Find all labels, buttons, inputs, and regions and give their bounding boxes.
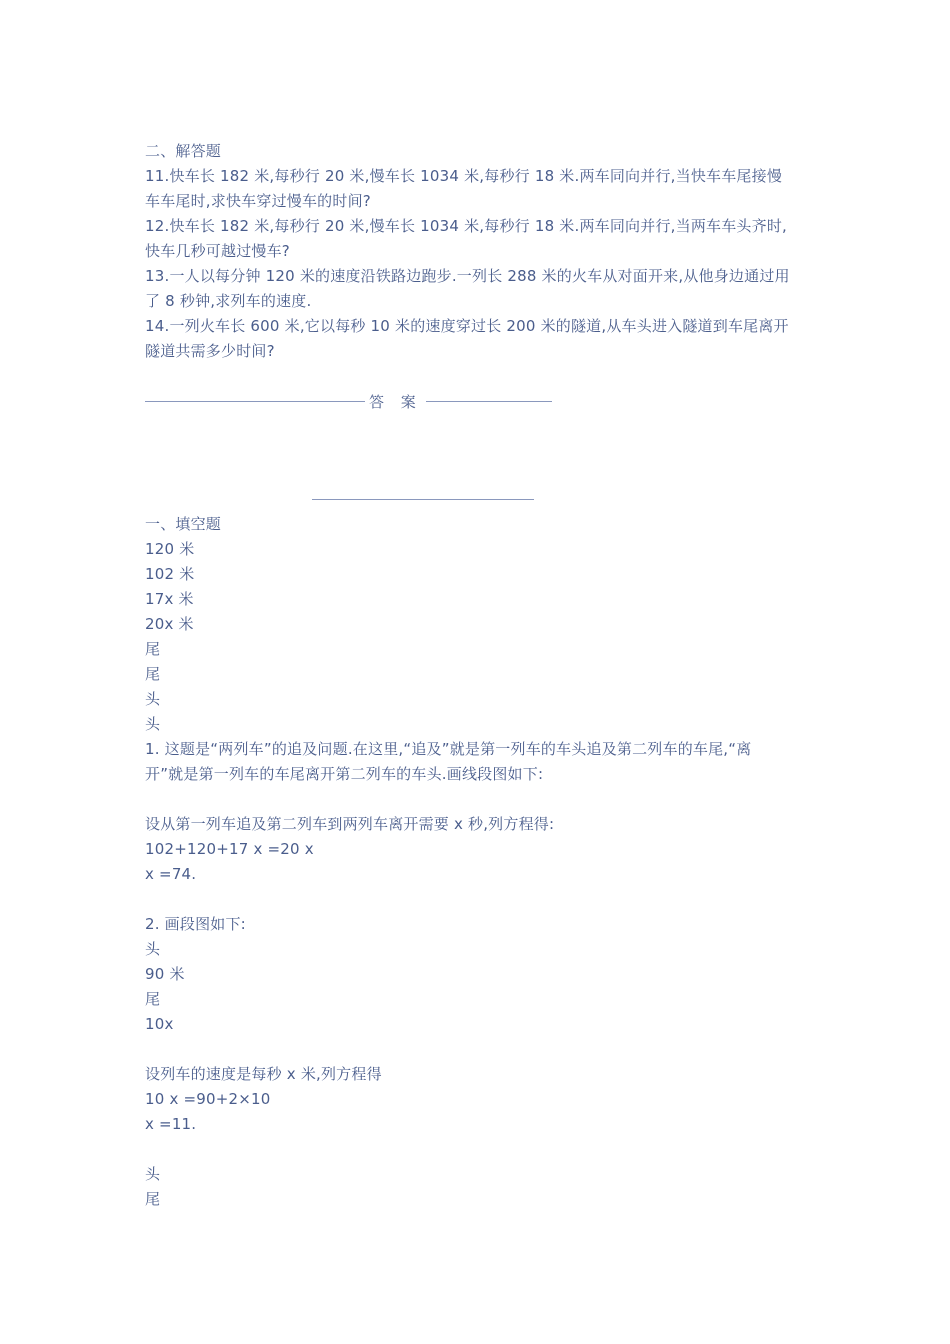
equation-line: 102+120+17 x =20 x [145, 840, 314, 858]
answer-line: 尾 [145, 665, 161, 683]
blank-line [145, 887, 810, 912]
diagram-label: 头 [145, 940, 161, 958]
answer-line: 尾 [145, 640, 161, 658]
answer-label: 答 案 [369, 393, 422, 411]
problem-line: 隧道共需多少时间? [145, 342, 275, 360]
section-heading: 一、填空题 [145, 515, 222, 533]
problem-line: 14.一列火车长 600 米,它以每秒 10 米的速度穿过长 200 米的隧道,从车头进入隧道到车尾离开 [145, 317, 789, 335]
problem-line: 11.快车长 182 米,每秒行 20 米,慢车长 1034 米,每秒行 18 米.两车同向并行,当快车车尾接慢 [145, 167, 783, 185]
blank-line [145, 787, 810, 812]
divider-rule [145, 401, 365, 402]
diagram-label: 尾 [145, 1190, 161, 1208]
diagram-label: 尾 [145, 990, 161, 1008]
problem-line: 快车几秒可越过慢车? [145, 242, 290, 260]
problem-line: 13.一人以每分钟 120 米的速度沿铁路边跑步.一列长 288 米的火车从对面开来,从他身边通过用 [145, 267, 790, 285]
answer-line: 头 [145, 690, 161, 708]
equation-line: 10 x =90+2×10 [145, 1090, 271, 1108]
section-answers [145, 512, 810, 1212]
problem-line: 12.快车长 182 米,每秒行 20 米,慢车长 1034 米,每秒行 18 米.两车同向并行,当两车车头齐时, [145, 217, 787, 235]
problem-line: 了 8 秒钟,求列车的速度. [145, 292, 312, 310]
solution-line: 1. 这题是“两列车”的追及问题.在这里,“追及”就是第一列车的车头追及第二列车的车尾,“离 [145, 740, 752, 758]
diagram-label: 头 [145, 1165, 161, 1183]
solution-line: 2. 画段图如下: [145, 915, 246, 933]
answer-line: 17x 米 [145, 590, 194, 608]
solution-line: 开”就是第一列车的车尾离开第二列车的车头.画线段图如下: [145, 765, 544, 783]
solution-line: 设从第一列车追及第二列车到两列车离开需要 x 秒,列方程得: [145, 815, 555, 833]
section-heading: 二、解答题 [145, 142, 222, 160]
answer-line: 120 米 [145, 540, 195, 558]
equation-line: x =11. [145, 1115, 197, 1133]
answer-line: 102 米 [145, 565, 195, 583]
separator-rule [312, 499, 534, 500]
divider-rule [426, 401, 552, 402]
section-solve-problems [145, 139, 810, 364]
blank-line [145, 1137, 810, 1162]
equation-line: x =74. [145, 865, 197, 883]
diagram-label: 90 米 [145, 965, 185, 983]
answer-line: 头 [145, 715, 161, 733]
answer-divider [145, 389, 552, 414]
answer-line: 20x 米 [145, 615, 194, 633]
diagram-label: 10x [145, 1015, 174, 1033]
blank-line [145, 1037, 810, 1062]
solution-line: 设列车的速度是每秒 x 米,列方程得 [145, 1065, 382, 1083]
problem-line: 车车尾时,求快车穿过慢车的时间? [145, 192, 371, 210]
